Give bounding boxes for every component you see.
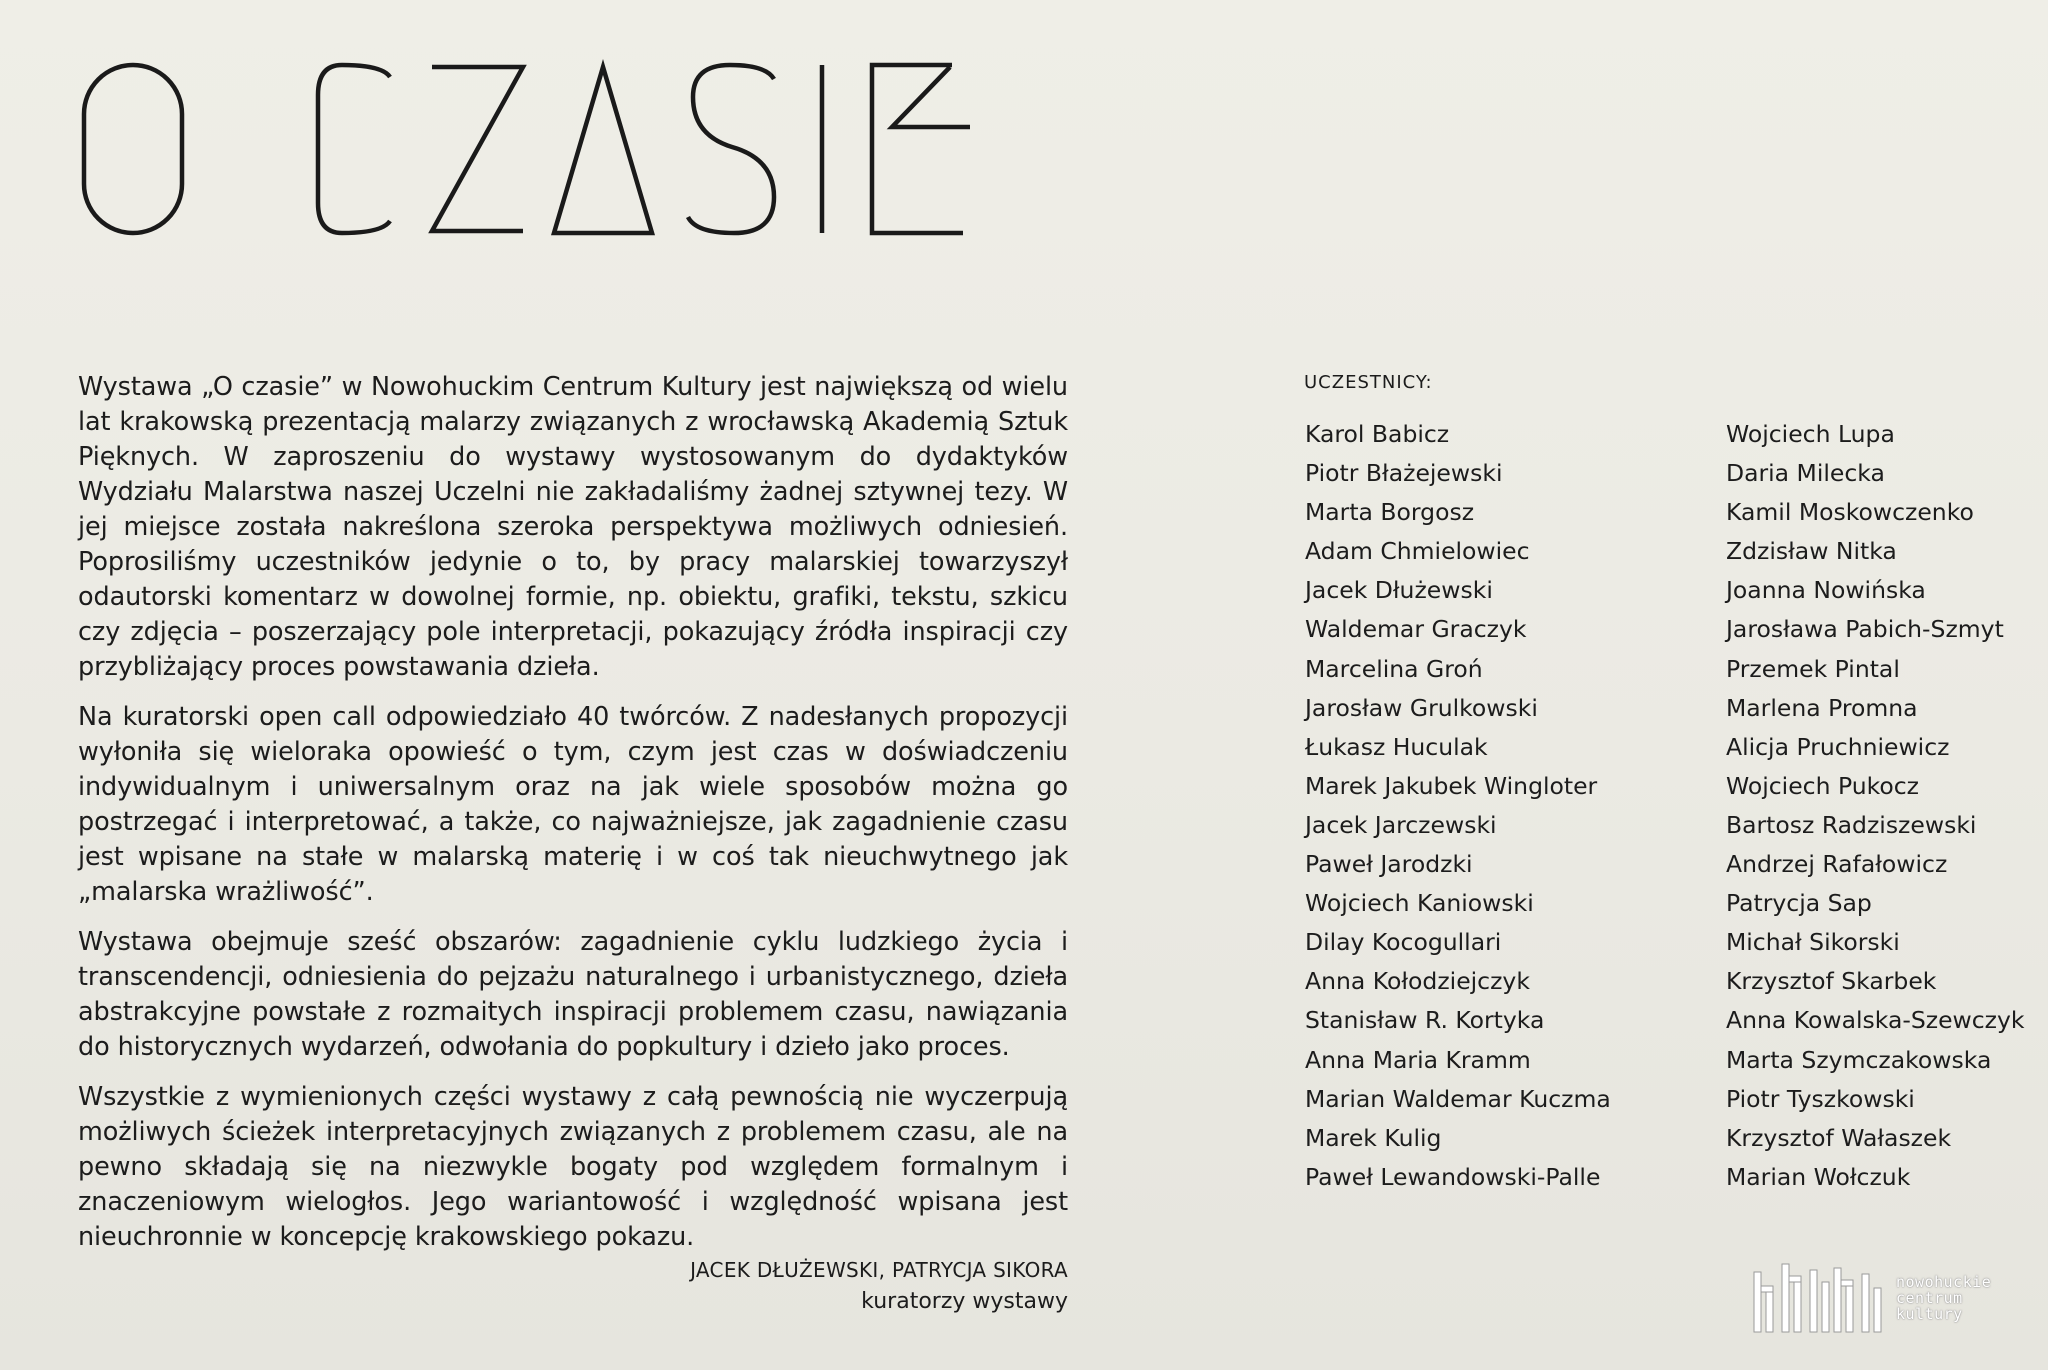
participant-name: Adam Chmielowiec <box>1305 537 1530 566</box>
logo-line: kultury <box>1896 1305 1963 1323</box>
participants-heading: UCZESTNICY: <box>1304 372 1433 393</box>
participant-name: Paweł Lewandowski-Palle <box>1305 1162 1601 1191</box>
participant-name: Patrycja Sap <box>1726 889 1872 918</box>
participant-name: Anna Kowalska-Szewczyk <box>1726 1006 2025 1035</box>
participant-name: Piotr Tyszkowski <box>1726 1084 1915 1113</box>
participant-name: Wojciech Pukocz <box>1726 771 1920 800</box>
participant-name: Marian Wołczuk <box>1726 1162 1911 1191</box>
participant-name: Jarosław Grulkowski <box>1305 693 1538 722</box>
participant-name: Wojciech Kaniowski <box>1305 889 1534 918</box>
participant-name: Marta Borgosz <box>1305 498 1475 527</box>
participant-name: Marlena Promna <box>1726 693 1918 722</box>
participant-name: Bartosz Radziszewski <box>1726 810 1977 839</box>
logo-line: centrum <box>1896 1289 1963 1307</box>
participants-list-right <box>1726 415 2025 1197</box>
participant-name: Marian Waldemar Kuczma <box>1305 1084 1611 1113</box>
curator-role: kuratorzy wystawy <box>861 1289 1068 1314</box>
exhibition-description <box>78 370 1068 1270</box>
description-paragraph: Wystawa obejmuje sześć obszarów: zagadnienie cyklu ludzkiego życia i transcendencji, odniesienia do pejzażu naturalnego i urbanistycznego, dzieła abstrakcyjne powstałe z rozmaitych inspiracji problemem czasu, nawiązania do historycznych wydarzeń, odwołania do popkultury i dzieło jako proces. <box>78 927 1068 1062</box>
participant-name: Przemek Pintal <box>1726 654 1900 683</box>
participant-name: Jarosława Pabich-Szmyt <box>1726 615 2004 644</box>
title-lettering <box>80 55 1040 245</box>
participant-name: Krzysztof Wałaszek <box>1726 1123 1952 1152</box>
participant-name: Michał Sikorski <box>1726 928 1900 957</box>
participant-name: Stanisław R. Kortyka <box>1305 1006 1545 1035</box>
nck-logo <box>1752 1262 1991 1334</box>
curator-names: JACEK DŁUŻEWSKI, PATRYCJA SIKORA <box>690 1258 1068 1282</box>
participant-name: Anna Maria Kramm <box>1305 1045 1531 1074</box>
description-paragraph: Wszystkie z wymienionych części wystawy z całą pewnością nie wyczerpują możliwych ścieżek interpretacyjnych związanych z problemem czasu, ale na pewno składają się na niezwykle bogaty pod względem formalnym i znaczeniowym wielogłos. Jego wariantowość i względność wpisana jest nieuchronnie w koncepcję krakowskiego pokazu. <box>78 1082 1068 1252</box>
participant-name: Marta Szymczakowska <box>1726 1045 1992 1074</box>
description-paragraph: Wystawa „O czasie” w Nowohuckim Centrum Kultury jest największą od wielu lat krakowską prezentacją malarzy związanych z wrocławską Akademią Sztuk Pięknych. W zaproszeniu do wystawy wystosowanym do dydaktyków Wydziału Malarstwa naszej Uczelni nie zakładaliśmy żadnej sztywnej tezy. W jej miejsce została nakreślona szeroka perspektywa możliwych odniesień. Poprosiliśmy uczestników jedynie o to, by pracy malarskiej towarzyszył odautorski komentarz w dowolnej formie, np. obiektu, grafiki, tekstu, szkicu czy zdjęcia – poszerzający pole interpretacji, pokazujący źródła inspiracji czy przybliżający proces powstawania dzieła. <box>78 372 1068 682</box>
participant-name: Krzysztof Skarbek <box>1726 967 1937 996</box>
exhibition-title <box>80 55 1040 245</box>
participant-name: Karol Babicz <box>1305 420 1450 448</box>
nck-logo-text <box>1896 1274 1991 1322</box>
participant-name: Marek Jakubek Wingloter <box>1305 771 1598 800</box>
participant-name: Zdzisław Nitka <box>1726 537 1897 566</box>
participant-name: Paweł Jarodzki <box>1305 850 1473 879</box>
participant-name: Jacek Jarczewski <box>1305 810 1497 839</box>
participant-name: Andrzej Rafałowicz <box>1726 850 1948 879</box>
logo-line: nowohuckie <box>1896 1273 1992 1291</box>
participant-name: Anna Kołodziejczyk <box>1305 967 1530 996</box>
participant-name: Łukasz Huculak <box>1305 732 1488 761</box>
participant-name: Waldemar Graczyk <box>1305 615 1527 644</box>
curators-signature <box>690 1255 1068 1319</box>
participant-name: Piotr Błażejewski <box>1305 459 1503 488</box>
participant-name: Kamil Moskowczenko <box>1726 498 1974 527</box>
participant-name: Wojciech Lupa <box>1726 420 1895 448</box>
participant-name: Alicja Pruchniewicz <box>1726 732 1950 761</box>
participant-name: Daria Milecka <box>1726 459 1885 488</box>
nck-logo-mark-icon <box>1752 1262 1884 1334</box>
participant-name: Dilay Kocogullari <box>1305 928 1502 957</box>
participants-list-left <box>1305 415 1611 1197</box>
description-paragraph: Na kuratorski open call odpowiedziało 40 twórców. Z nadesłanych propozycji wyłoniła się wieloraka opowieść o tym, czym jest czas w doświadczeniu indywidualnym i uniwersalnym oraz na jak wiele sposobów można go postrzegać i interpretować, a także, co najważniejsze, jak zagadnienie czasu jest wpisane na stałe w malarską materię i w coś tak nieuchwytnego jak „malarska wrażliwość”. <box>78 702 1068 907</box>
participant-name: Joanna Nowińska <box>1726 576 1926 605</box>
participant-name: Marcelina Groń <box>1305 654 1483 683</box>
participant-name: Jacek Dłużewski <box>1305 576 1493 605</box>
participant-name: Marek Kulig <box>1305 1123 1442 1152</box>
